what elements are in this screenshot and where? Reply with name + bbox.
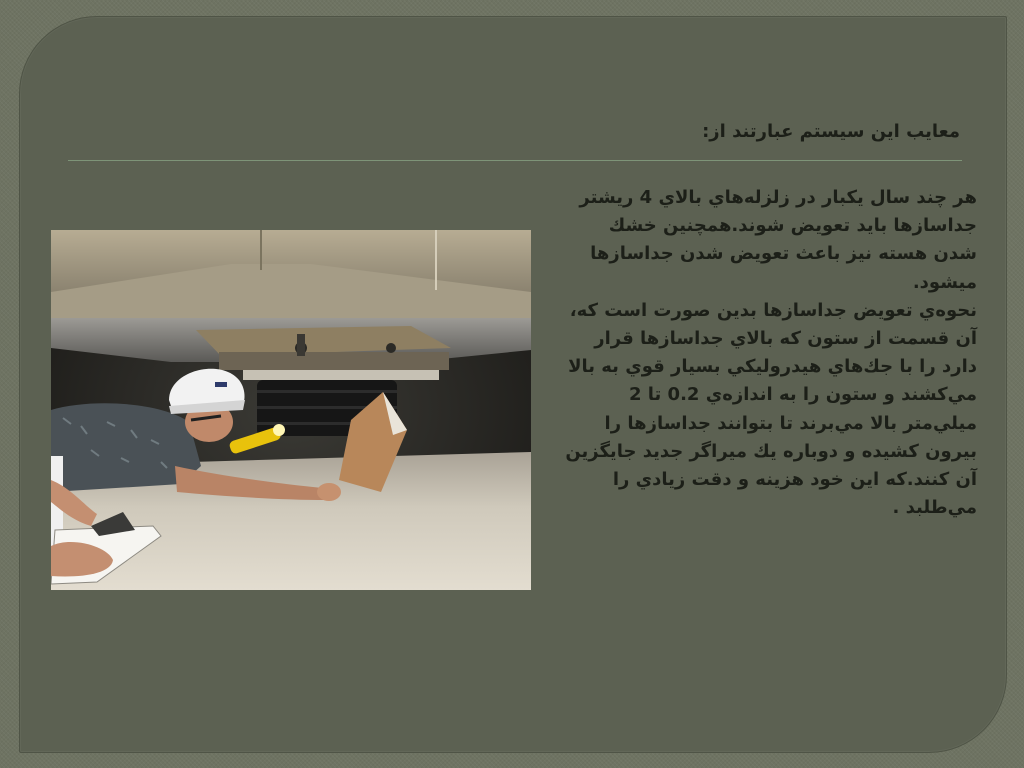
title-divider: [68, 160, 962, 161]
photo-illustration: [51, 230, 531, 590]
paragraph-replacement-method: نحوه‌ي تعويض جداسازها بدين صورت است كه، آن قسمت از ستون كه بالاي جداسازها قرار دارد را با جك‌هاي هيدروليكي بسيار قوي به بالا مي‌كشند و ستون را به اندازه‌ي 0.2 تا 2 ميلي‌متر بالا مي‌برند تا بتوانند جداسازها را بيرون كشيده و دوباره يك ميراگر جديد جايگزين آن كنند.كه اين خود هزينه و دقت زيادي را مي‌طلبد .: [565, 299, 977, 519]
isolator-steel-plate: [243, 370, 439, 380]
paragraph-replacement-frequency: هر چند سال يكبار در زلزله‌هاي بالاي 4 ريشتر جداسازها بايد تعويض شوند.همچنين خشك شدن هسته نيز باعث تعويض شدن جداسازها ميشود.: [579, 187, 977, 293]
slide-panel: [19, 16, 1007, 753]
worker-inspection-photo: [51, 230, 531, 590]
slide-body: [565, 184, 977, 522]
isolator-flange: [219, 352, 449, 370]
worker-hand: [317, 483, 341, 501]
slide-title: معایب این سیستم عبارتند از:: [702, 121, 960, 142]
